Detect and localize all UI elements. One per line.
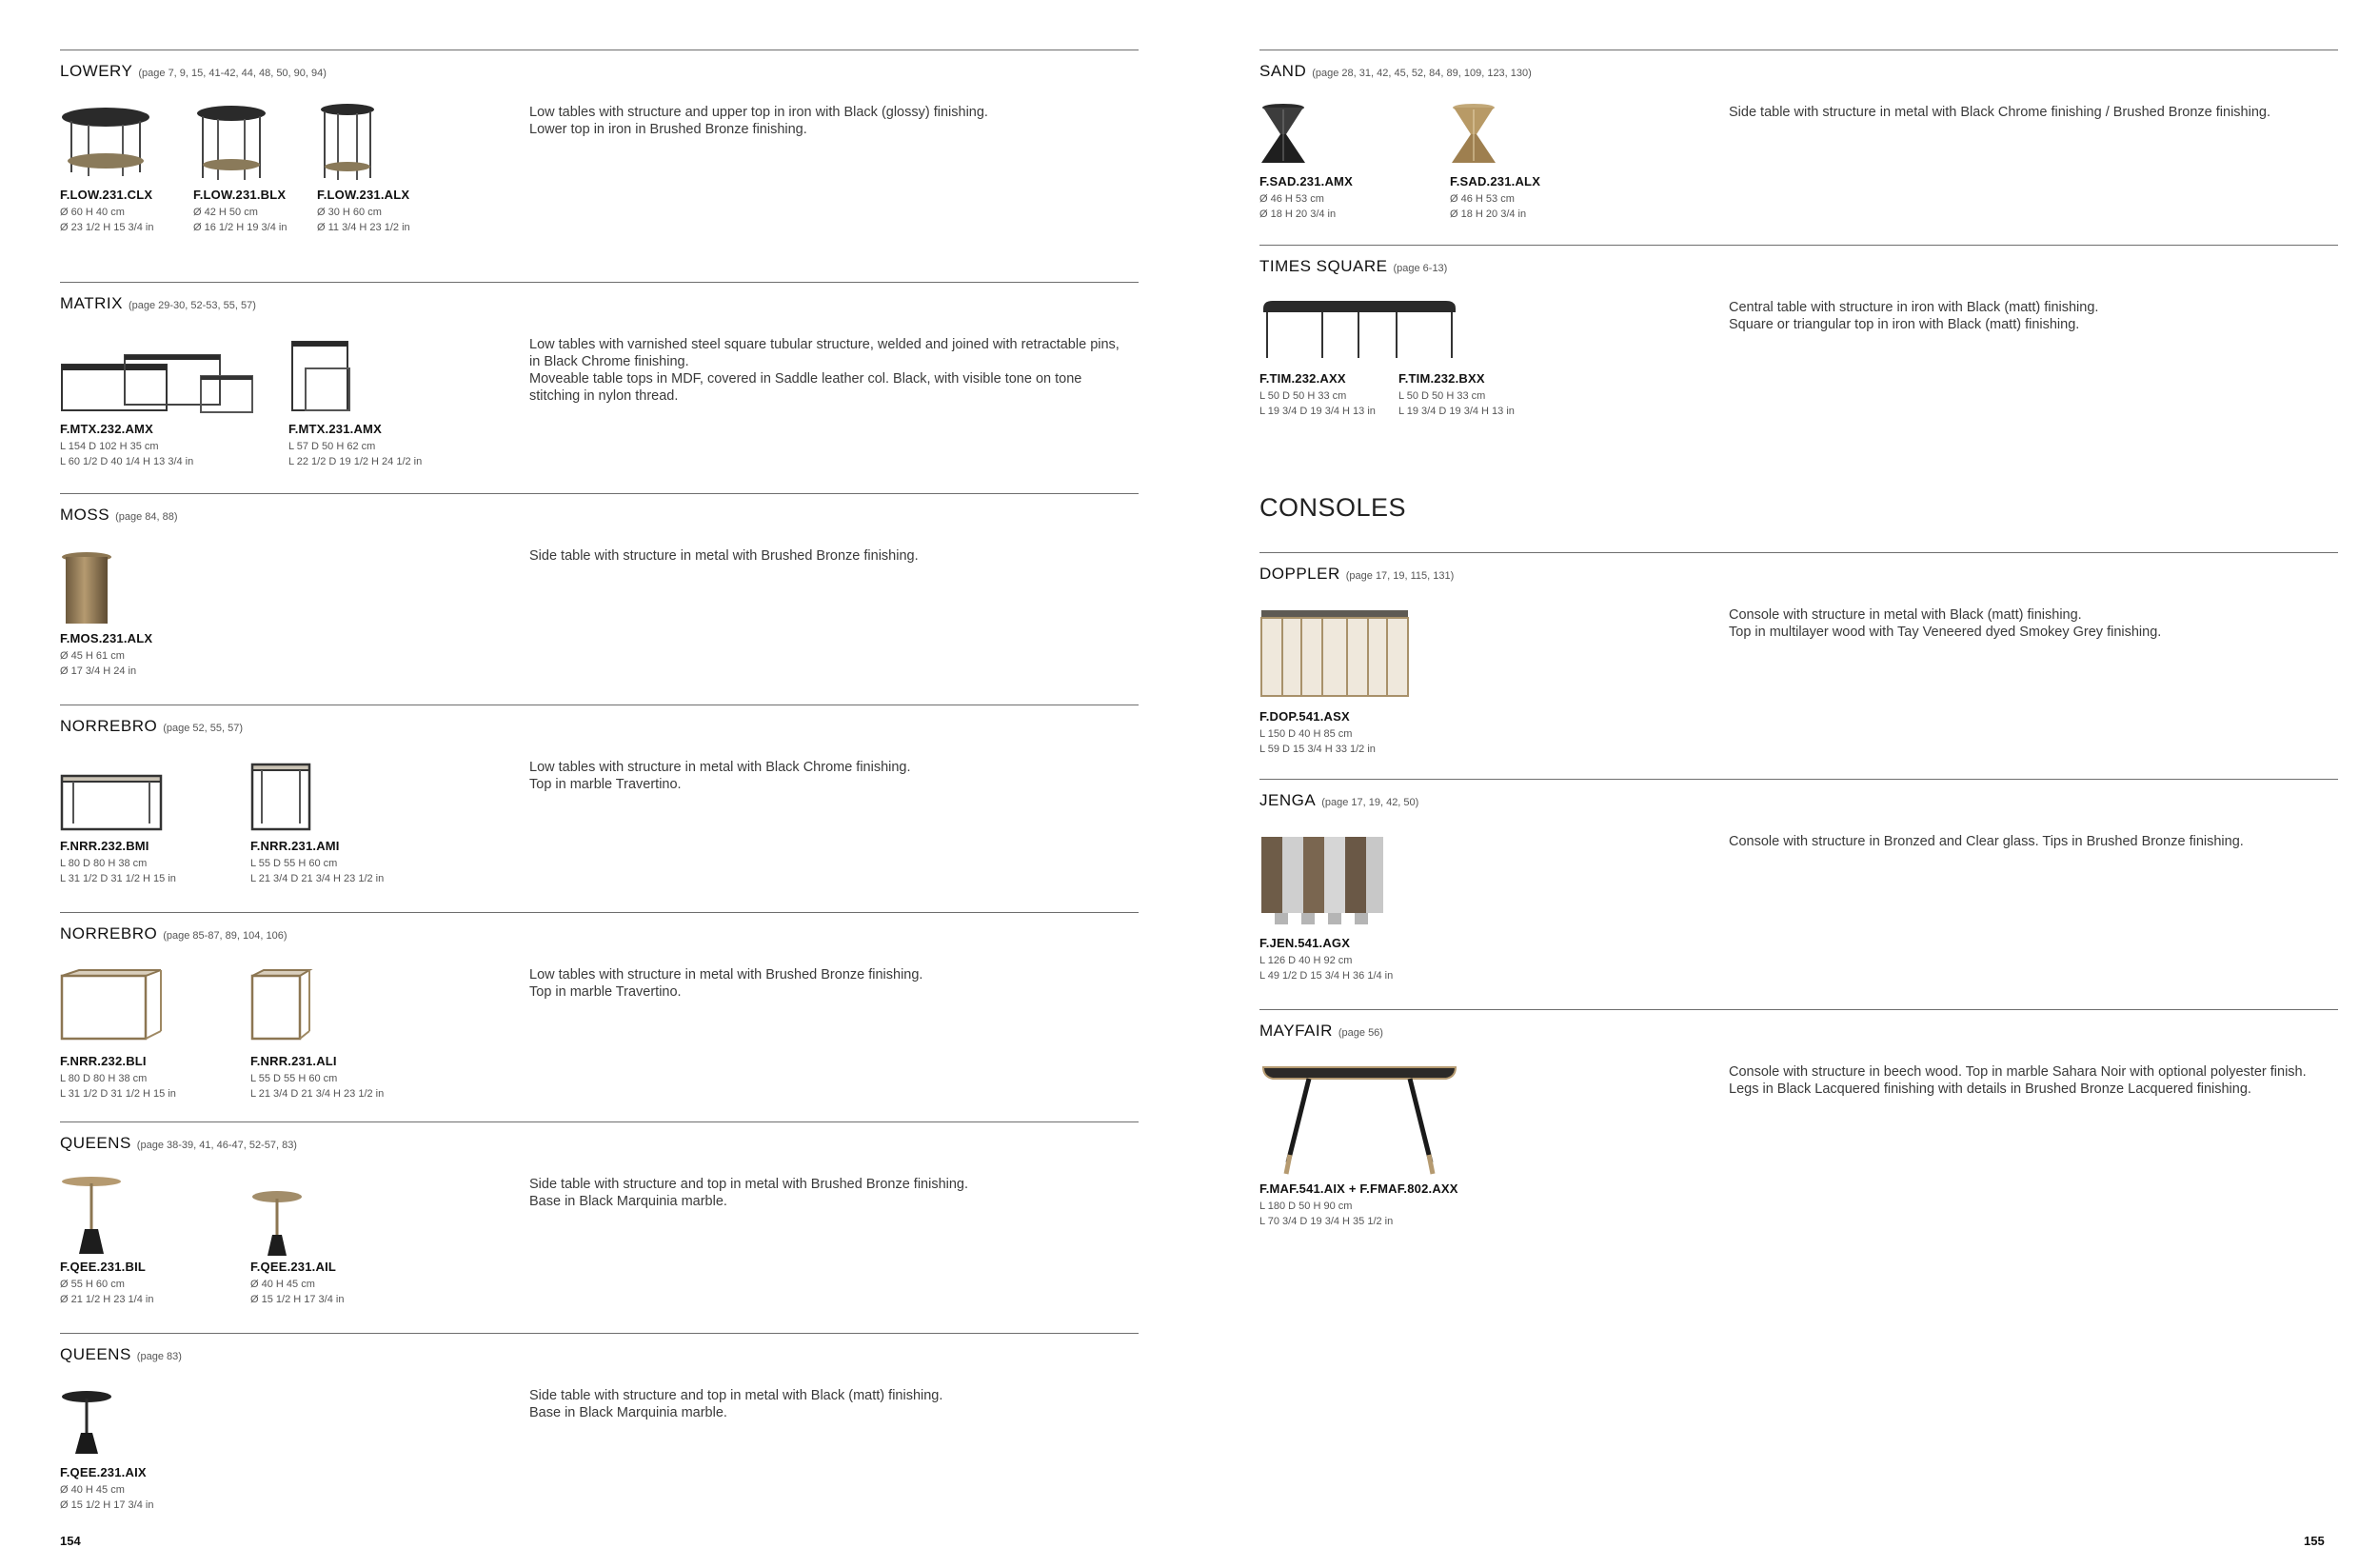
section-mayfair <box>1259 1009 2338 1248</box>
section-page-refs: (page 29-30, 52-53, 55, 57) <box>128 300 256 311</box>
product-dimensions-in: L 31 1/2 D 31 1/2 H 15 in <box>60 873 176 884</box>
section-description: Low tables with structure in metal with Brushed Bronze finishing. Top in marble Travertino. <box>529 967 923 1000</box>
section-moss <box>60 493 1139 704</box>
section-name: MAYFAIR <box>1259 1022 1333 1040</box>
section-description: Side table with structure in metal with Black Chrome finishing / Brushed Bronze finishing. <box>1729 105 2270 120</box>
section-name: NORREBRO <box>60 717 158 735</box>
product-dimensions-in: L 70 3/4 D 19 3/4 H 35 1/2 in <box>1259 1216 1394 1227</box>
section-title <box>1259 257 1447 276</box>
section-title <box>60 294 256 313</box>
section-title <box>60 717 243 736</box>
product-dimensions-cm: L 80 D 80 H 38 cm <box>60 1073 148 1084</box>
product-dimensions-in: L 49 1/2 D 15 3/4 H 36 1/4 in <box>1259 970 1394 982</box>
product-dimensions-cm: Ø 42 H 50 cm <box>193 207 258 218</box>
section-norrebro-bronze <box>60 912 1139 1121</box>
product-code: F.NRR.231.AMI <box>250 839 340 853</box>
norrebro-small-black-table-image <box>250 763 313 833</box>
section-jenga <box>1259 779 2338 999</box>
queens-small-bronze-table-image <box>250 1176 304 1256</box>
product-dimensions-in: Ø 21 1/2 H 23 1/4 in <box>60 1294 154 1305</box>
product-code: F.NRR.232.BLI <box>60 1054 147 1068</box>
product-dimensions-in: L 60 1/2 D 40 1/4 H 13 3/4 in <box>60 456 194 467</box>
right-page <box>1190 0 2379 1568</box>
product-code: F.MAF.541.AIX + F.FMAF.802.AXX <box>1259 1181 1458 1196</box>
section-norrebro-black-chrome <box>60 705 1139 911</box>
product-dimensions-cm: Ø 60 H 40 cm <box>60 207 125 218</box>
section-times-square <box>1259 245 2338 417</box>
product-dimensions-in: Ø 23 1/2 H 15 3/4 in <box>60 222 154 233</box>
product-code: F.SAD.231.ALX <box>1450 174 1541 189</box>
section-description: Low tables with varnished steel square tubular structure, welded and joined with retractable pins, in Black Chrome finishing. Moveable table tops in MDF, covered in Saddle leather col. Black, with visible tone on tone stitching in nylon thread. <box>529 337 1120 404</box>
sand-black-chrome-table-image <box>1259 104 1307 165</box>
section-page-refs: (page 7, 9, 15, 41-42, 44, 48, 50, 90, 94) <box>138 68 327 79</box>
product-dimensions-cm: L 55 D 55 H 60 cm <box>250 1073 338 1084</box>
section-title <box>1259 565 1454 584</box>
product-dimensions-in: Ø 18 H 20 3/4 in <box>1259 208 1337 220</box>
section-page-refs: (page 85-87, 89, 104, 106) <box>163 930 287 942</box>
section-title <box>60 62 327 81</box>
section-title <box>1259 1022 1383 1041</box>
product-code: F.LOW.231.BLX <box>193 188 287 202</box>
section-page-refs: (page 38-39, 41, 46-47, 52-57, 83) <box>136 1140 297 1151</box>
section-title <box>1259 791 1418 810</box>
lowery-small-table-image <box>317 104 378 180</box>
product-code: F.SAD.231.AMX <box>1259 174 1353 189</box>
product-dimensions-cm: L 180 D 50 H 90 cm <box>1259 1201 1353 1212</box>
section-name: JENGA <box>1259 791 1317 809</box>
section-queens-black <box>60 1333 1139 1524</box>
section-description: Low tables with structure in metal with Black Chrome finishing. Top in marble Travertino. <box>529 760 911 792</box>
section-doppler <box>1259 552 2338 772</box>
product-dimensions-in: L 59 D 15 3/4 H 33 1/2 in <box>1259 744 1376 755</box>
section-name: QUEENS <box>60 1134 131 1152</box>
product-code: F.TIM.232.BXX <box>1398 371 1485 386</box>
section-page-refs: (page 6-13) <box>1393 263 1448 274</box>
product-dimensions-in: Ø 15 1/2 H 17 3/4 in <box>250 1294 345 1305</box>
product-dimensions-cm: L 57 D 50 H 62 cm <box>288 441 376 452</box>
product-code: F.NRR.231.ALI <box>250 1054 337 1068</box>
product-code: F.LOW.231.CLX <box>60 188 153 202</box>
section-matrix <box>60 282 1139 492</box>
section-page-refs: (page 28, 31, 42, 45, 52, 84, 89, 109, 123, 130) <box>1312 68 1532 79</box>
section-page-refs: (page 83) <box>136 1351 182 1362</box>
section-page-refs: (page 17, 19, 42, 50) <box>1321 797 1419 808</box>
product-dimensions-in: L 19 3/4 D 19 3/4 H 13 in <box>1398 406 1515 417</box>
section-page-refs: (page 17, 19, 115, 131) <box>1345 570 1455 582</box>
matrix-side-table-image <box>288 338 355 414</box>
section-title <box>60 1345 182 1364</box>
section-name: LOWERY <box>60 62 133 80</box>
norrebro-large-black-table-image <box>60 774 165 833</box>
section-title <box>60 506 178 525</box>
product-code: F.MOS.231.ALX <box>60 631 153 645</box>
product-dimensions-in: L 21 3/4 D 21 3/4 H 23 1/2 in <box>250 1088 385 1100</box>
section-page-refs: (page 56) <box>1338 1027 1383 1039</box>
section-name: DOPPLER <box>1259 565 1340 583</box>
times-square-tables-image <box>1259 299 1459 362</box>
product-dimensions-in: Ø 17 3/4 H 24 in <box>60 665 137 677</box>
matrix-large-table-image <box>60 338 255 414</box>
product-dimensions-in: Ø 18 H 20 3/4 in <box>1450 208 1527 220</box>
product-code: F.QEE.231.BIL <box>60 1260 147 1274</box>
product-dimensions-cm: Ø 55 H 60 cm <box>60 1279 125 1290</box>
section-sand <box>1259 50 2338 241</box>
product-code: F.QEE.231.AIL <box>250 1260 337 1274</box>
category-heading: CONSOLES <box>1259 493 1407 522</box>
product-dimensions-in: L 21 3/4 D 21 3/4 H 23 1/2 in <box>250 873 385 884</box>
jenga-console-image <box>1259 835 1385 926</box>
product-dimensions-cm: L 55 D 55 H 60 cm <box>250 858 338 869</box>
product-dimensions-in: Ø 16 1/2 H 19 3/4 in <box>193 222 287 233</box>
section-description: Console with structure in beech wood. Top in marble Sahara Noir with optional polyester finish. Legs in Black Lacquered finishing with details in Brushed Bronze Lacquered finishing. <box>1729 1064 2307 1097</box>
product-dimensions-cm: L 50 D 50 H 33 cm <box>1398 390 1486 402</box>
section-queens-bronze <box>60 1121 1139 1332</box>
section-name: TIMES SQUARE <box>1259 257 1388 275</box>
product-dimensions-in: Ø 15 1/2 H 17 3/4 in <box>60 1499 154 1511</box>
doppler-console-image <box>1259 608 1412 700</box>
product-code: F.LOW.231.ALX <box>317 188 410 202</box>
product-dimensions-cm: Ø 40 H 45 cm <box>250 1279 315 1290</box>
product-dimensions-cm: L 126 D 40 H 92 cm <box>1259 955 1353 966</box>
product-dimensions-cm: L 50 D 50 H 33 cm <box>1259 390 1347 402</box>
product-dimensions-in: L 31 1/2 D 31 1/2 H 15 in <box>60 1088 176 1100</box>
section-name: QUEENS <box>60 1345 131 1363</box>
section-description: Side table with structure and top in metal with Brushed Bronze finishing. Base in Black Marquinia marble. <box>529 1177 969 1209</box>
section-name: SAND <box>1259 62 1307 80</box>
product-code: F.JEN.541.AGX <box>1259 936 1351 950</box>
product-code: F.MTX.232.AMX <box>60 422 153 436</box>
mayfair-console-image <box>1259 1063 1459 1178</box>
product-code: F.DOP.541.ASX <box>1259 709 1350 724</box>
product-code: F.NRR.232.BMI <box>60 839 149 853</box>
product-dimensions-in: L 22 1/2 D 19 1/2 H 24 1/2 in <box>288 456 423 467</box>
product-code: F.MTX.231.AMX <box>288 422 382 436</box>
product-dimensions-in: L 19 3/4 D 19 3/4 H 13 in <box>1259 406 1376 417</box>
moss-side-table-image <box>60 551 113 625</box>
product-dimensions-cm: Ø 40 H 45 cm <box>60 1484 125 1496</box>
product-dimensions-cm: Ø 46 H 53 cm <box>1259 193 1324 205</box>
section-title <box>60 1134 297 1153</box>
product-dimensions-cm: L 154 D 102 H 35 cm <box>60 441 159 452</box>
section-description: Console with structure in metal with Black (matt) finishing. Top in multilayer wood with Tay Veneered dyed Smokey Grey finishing. <box>1729 607 2162 640</box>
section-title <box>1259 62 1532 81</box>
norrebro-small-bronze-table-image <box>250 968 313 1042</box>
left-page <box>0 0 1189 1568</box>
section-name: NORREBRO <box>60 924 158 943</box>
lowery-large-table-image <box>60 104 151 180</box>
section-description: Low tables with structure and upper top in iron with Black (glossy) finishing. Lower top in iron in Brushed Bronze finishing. <box>529 105 988 137</box>
section-description: Side table with structure and top in metal with Black (matt) finishing. Base in Black Marquinia marble. <box>529 1388 943 1420</box>
section-description: Side table with structure in metal with Brushed Bronze finishing. <box>529 548 919 564</box>
section-page-refs: (page 52, 55, 57) <box>163 723 244 734</box>
page-number: 155 <box>2304 1534 2325 1548</box>
sand-brushed-bronze-table-image <box>1450 104 1497 165</box>
product-dimensions-cm: Ø 30 H 60 cm <box>317 207 382 218</box>
lowery-medium-table-image <box>193 104 269 182</box>
product-dimensions-cm: Ø 46 H 53 cm <box>1450 193 1515 205</box>
product-dimensions-cm: L 150 D 40 H 85 cm <box>1259 728 1353 740</box>
norrebro-large-bronze-table-image <box>60 968 165 1042</box>
section-description: Central table with structure in iron with Black (matt) finishing. Square or triangular top in iron with Black (matt) finishing. <box>1729 300 2099 332</box>
product-code: F.QEE.231.AIX <box>60 1465 147 1479</box>
queens-large-bronze-table-image <box>60 1176 123 1256</box>
section-description: Console with structure in Bronzed and Clear glass. Tips in Brushed Bronze finishing. <box>1729 834 2244 849</box>
product-code: F.TIM.232.AXX <box>1259 371 1346 386</box>
product-dimensions-cm: L 80 D 80 H 38 cm <box>60 858 148 869</box>
section-page-refs: (page 84, 88) <box>115 511 178 523</box>
section-name: MATRIX <box>60 294 123 312</box>
section-name: MOSS <box>60 506 110 524</box>
section-title <box>60 924 287 943</box>
queens-black-table-image <box>60 1391 113 1456</box>
product-dimensions-cm: Ø 45 H 61 cm <box>60 650 125 662</box>
section-lowery <box>60 50 1139 279</box>
page-number: 154 <box>60 1534 81 1548</box>
product-dimensions-in: Ø 11 3/4 H 23 1/2 in <box>317 222 410 233</box>
